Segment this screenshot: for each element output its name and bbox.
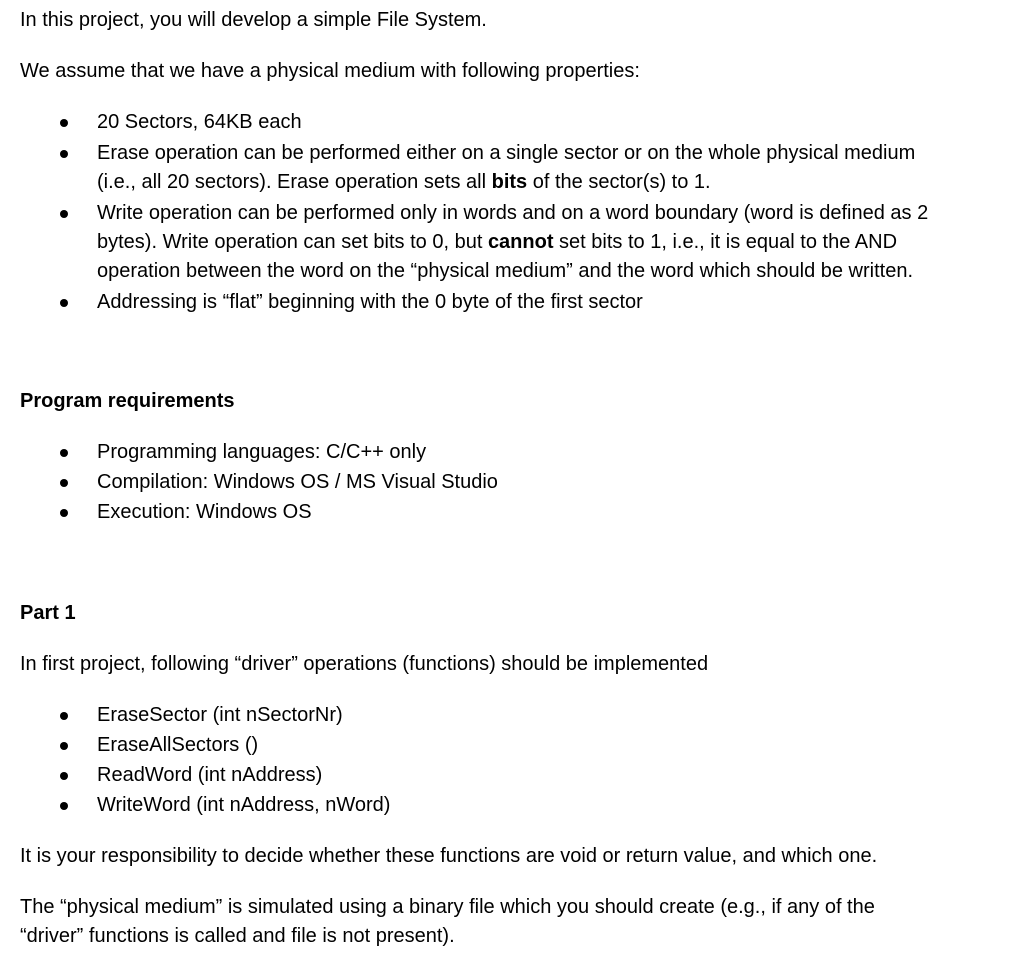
list-item: [20, 701, 1020, 730]
list-item: [20, 108, 1020, 137]
text-run: of the sector(s) to 1.: [527, 171, 711, 193]
text-line: Execution: Windows OS: [97, 501, 312, 523]
bullet-icon: [60, 210, 68, 218]
requirements-heading: Program requirements: [20, 390, 235, 412]
text-run: Write operation can be performed only in words and on a word boundary (word is defined as 2: [97, 202, 929, 224]
bullet-icon: [60, 150, 68, 158]
text-run: 20 Sectors, 64KB each: [97, 111, 302, 133]
part1-note-2-line-2: “driver” functions is called and file is not present).: [20, 925, 455, 947]
list-item: [20, 438, 1020, 467]
list-item: [20, 731, 1020, 760]
bullet-icon: [60, 449, 68, 457]
bullet-icon: [60, 119, 68, 127]
text-line: [97, 108, 1020, 137]
text-line: [97, 257, 1020, 286]
emphasis-cannot: cannot: [487, 231, 554, 253]
bullet-icon: [60, 772, 68, 780]
text-line: [97, 199, 1020, 228]
text-line: [97, 288, 1020, 317]
intro-line-1: In this project, you will develop a simple File System.: [20, 9, 487, 31]
text-run: set bits to 1, i.e., it is equal to the AND: [553, 231, 898, 253]
text-run: operation between the word on the “physical medium” and the word which should be written.: [97, 260, 914, 282]
bullet-icon: [60, 742, 68, 750]
bullet-icon: [60, 712, 68, 720]
list-item: [20, 791, 1020, 820]
requirements-list: [20, 438, 1020, 527]
list-item: [20, 761, 1020, 790]
text-line: [97, 168, 1020, 197]
bullet-icon: [60, 299, 68, 307]
text-line: Programming languages: C/C++ only: [97, 441, 427, 463]
bullet-icon: [60, 509, 68, 517]
emphasis-bits: bits: [491, 171, 528, 193]
list-item: [20, 498, 1020, 527]
text-run: bytes). Write operation can set bits to 0, but: [97, 231, 488, 253]
text-line: WriteWord (int nAddress, nWord): [97, 794, 391, 816]
text-run: (i.e., all 20 sectors). Erase operation sets all: [97, 171, 492, 193]
text-line: [97, 139, 1020, 168]
list-item: [20, 288, 1020, 317]
intro-line-2: We assume that we have a physical medium with following properties:: [20, 60, 640, 82]
list-item: [20, 139, 1020, 197]
text-run: Addressing is “flat” beginning with the 0 byte of the first sector: [97, 291, 643, 313]
text-line: EraseAllSectors (): [97, 734, 259, 756]
bullet-icon: [60, 802, 68, 810]
functions-list: [20, 701, 1020, 820]
properties-list: [20, 108, 1020, 317]
text-line: [97, 228, 1020, 257]
list-item: [20, 468, 1020, 497]
bullet-icon: [60, 479, 68, 487]
text-run: Erase operation can be performed either on a single sector or on the whole physical medium: [97, 142, 916, 164]
part1-intro: In first project, following “driver” operations (functions) should be implemented: [20, 653, 709, 675]
text-line: Compilation: Windows OS / MS Visual Studio: [97, 471, 498, 493]
text-line: ReadWord (int nAddress): [97, 764, 323, 786]
list-item: [20, 199, 1020, 286]
part1-note-1: It is your responsibility to decide whether these functions are void or return value, and which one.: [20, 845, 878, 867]
part1-heading: Part 1: [20, 602, 76, 624]
text-line: EraseSector (int nSectorNr): [97, 704, 343, 726]
part1-note-2-line-1: The “physical medium” is simulated using a binary file which you should create (e.g., if any of the: [20, 896, 875, 918]
